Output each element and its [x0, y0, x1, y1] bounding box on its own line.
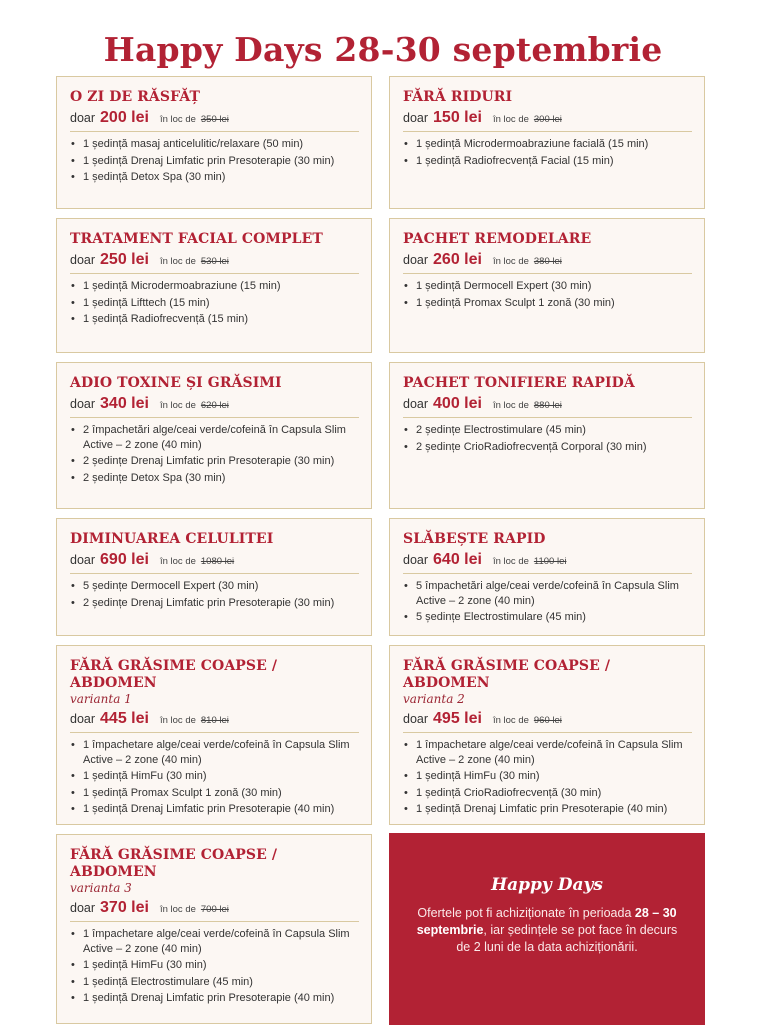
list-item [403, 423, 692, 438]
package-card-pachet-tonifiere-rapida [389, 362, 705, 509]
bullet-icon: • [71, 424, 75, 436]
bullet-icon: • [404, 739, 408, 751]
price-prefix: doar [70, 253, 96, 267]
item-text: 1 ședință HimFu (30 min) [83, 959, 207, 971]
bullet-icon: • [404, 280, 408, 292]
price-value: 495 lei [433, 710, 482, 727]
item-text: 1 ședință Drenaj Limfatic prin Presoterapie (40 min) [83, 803, 335, 815]
package-title: PACHET TONIFIERE RAPIDĂ [403, 375, 635, 391]
bullet-icon: • [71, 471, 75, 484]
list-item [70, 958, 359, 973]
compare-prefix: în loc de [159, 256, 196, 267]
bullet-icon: • [404, 440, 408, 453]
compare-prefix: în loc de [159, 715, 196, 726]
bullet-icon: • [404, 786, 408, 799]
price-prefix: doar [70, 901, 96, 915]
package-title: TRATAMENT FACIAL COMPLET [70, 231, 323, 247]
list-item [403, 802, 692, 817]
list-item [70, 170, 359, 185]
item-text: 2 ședințe Drenaj Limfatic prin Presoterapie (30 min) [83, 455, 335, 467]
price-line [70, 551, 359, 574]
item-text: 2 ședințe Drenaj Limfatic prin Presoterapie (30 min) [83, 596, 335, 609]
old-price: 1100 lei [533, 556, 567, 567]
bullet-icon: • [71, 975, 75, 988]
price-line [70, 899, 359, 922]
package-items [70, 579, 359, 610]
bullet-icon: • [404, 296, 408, 309]
bullet-icon: • [71, 770, 75, 782]
item-text: 1 ședință Dermocell Expert (30 min) [416, 280, 592, 292]
bullet-icon: • [404, 770, 408, 782]
old-price: 810 lei [200, 715, 229, 726]
promo-text [389, 905, 705, 956]
old-price: 700 lei [200, 904, 229, 915]
bullet-icon: • [71, 171, 75, 183]
list-item [403, 137, 692, 152]
bullet-icon: • [71, 313, 75, 325]
price-value: 640 lei [433, 551, 482, 568]
item-text: 2 ședințe CrioRadiofrecvență Corporal (30 min) [416, 440, 647, 453]
bullet-icon: • [404, 154, 408, 167]
price-line [403, 395, 692, 418]
list-item [403, 296, 692, 311]
price-prefix: doar [403, 553, 429, 567]
bullet-icon: • [71, 154, 75, 167]
compare-prefix: în loc de [159, 400, 196, 411]
package-title: FĂRĂ GRĂSIME COAPSE / ABDOMEN [403, 658, 611, 691]
item-text: 5 împachetări alge/ceai verde/cofeină în Capsula Slim Active – 2 zone (40 min) [416, 580, 679, 607]
price-prefix: doar [70, 111, 96, 125]
page-title: Happy Days 28-30 septembrie [103, 30, 663, 69]
package-title: FĂRĂ RIDURI [403, 89, 513, 105]
list-item [70, 975, 359, 990]
item-text: 2 ședințe Detox Spa (30 min) [83, 471, 226, 484]
list-item [403, 154, 692, 169]
bullet-icon: • [71, 739, 75, 751]
list-item [403, 279, 692, 294]
item-text: 1 ședință CrioRadiofrecvență (30 min) [416, 786, 602, 799]
price-prefix: doar [403, 253, 429, 267]
item-text: 1 ședință Detox Spa (30 min) [83, 171, 226, 183]
package-items [70, 738, 359, 817]
list-item [70, 596, 359, 611]
item-text: 2 împachetări alge/ceai verde/cofeină în Capsula Slim Active – 2 zone (40 min) [83, 424, 346, 451]
item-text: 1 împachetare alge/ceai verde/cofeină în Capsula Slim Active – 2 zone (40 min) [83, 739, 350, 766]
old-price: 960 lei [533, 715, 562, 726]
old-price: 380 lei [533, 256, 562, 267]
package-card-fara-grasime-varianta-1 [56, 645, 372, 825]
bullet-icon: • [71, 138, 75, 150]
price-line [70, 251, 359, 274]
package-card-adio-toxine [56, 362, 372, 509]
list-item [403, 610, 692, 625]
list-item [70, 137, 359, 152]
item-text: 1 ședință Drenaj Limfatic prin Presoterapie (30 min) [83, 154, 335, 167]
price-line [403, 551, 692, 574]
old-price: 300 lei [533, 114, 562, 125]
list-item [70, 927, 359, 956]
list-item [403, 769, 692, 784]
package-title: ADIO TOXINE ȘI GRĂSIMI [70, 375, 282, 391]
package-card-fara-grasime-varianta-3 [56, 834, 372, 1024]
compare-prefix: în loc de [492, 400, 529, 411]
package-card-tratament-facial-complet [56, 218, 372, 353]
package-card-pachet-remodelare [389, 218, 705, 353]
bullet-icon: • [71, 455, 75, 467]
package-title: FĂRĂ GRĂSIME COAPSE / ABDOMEN [70, 658, 278, 691]
bullet-icon: • [71, 803, 75, 815]
item-text: 1 împachetare alge/ceai verde/cofeină în Capsula Slim Active – 2 zone (40 min) [416, 739, 683, 766]
package-title: O ZI DE RĂSFĂȚ [70, 89, 201, 105]
item-text: 1 ședință Radiofrecvență (15 min) [83, 313, 249, 325]
item-text: 5 ședințe Dermocell Expert (30 min) [83, 580, 259, 592]
item-text: 1 ședință Drenaj Limfatic prin Presoterapie (40 min) [83, 992, 335, 1004]
compare-prefix: în loc de [159, 904, 196, 915]
package-card-fara-grasime-varianta-2 [389, 645, 705, 825]
package-title: DIMINUAREA CELULITEI [70, 531, 274, 547]
promo-text-before: Ofertele pot fi achiziționate în perioada [417, 906, 632, 920]
list-item [70, 296, 359, 311]
compare-prefix: în loc de [492, 715, 529, 726]
item-text: 1 împachetare alge/ceai verde/cofeină în Capsula Slim Active – 2 zone (40 min) [83, 928, 350, 955]
price-prefix: doar [70, 397, 96, 411]
item-text: 1 ședință Radiofrecvență Facial (15 min) [416, 154, 614, 167]
package-card-slabeste-rapid [389, 518, 705, 636]
bullet-icon: • [71, 296, 75, 309]
list-item [70, 154, 359, 169]
package-card-o-zi-de-rasfat [56, 76, 372, 209]
old-price: 880 lei [533, 400, 562, 411]
package-card-diminuarea-celulitei [56, 518, 372, 636]
compare-prefix: în loc de [492, 256, 529, 267]
list-item [70, 312, 359, 327]
price-value: 340 lei [100, 395, 149, 412]
package-items [70, 279, 359, 327]
list-item [70, 738, 359, 767]
package-items [403, 279, 692, 310]
package-card-fara-riduri [389, 76, 705, 209]
item-text: 1 ședință Drenaj Limfatic prin Presoterapie (40 min) [416, 803, 668, 815]
package-variant: varianta 2 [403, 692, 465, 706]
bullet-icon: • [71, 280, 75, 292]
price-line [70, 395, 359, 418]
price-line [403, 109, 692, 132]
price-value: 370 lei [100, 899, 149, 916]
old-price: 350 lei [200, 114, 229, 125]
package-items [403, 738, 692, 817]
list-item [403, 738, 692, 767]
old-price: 530 lei [200, 256, 229, 267]
list-item [70, 279, 359, 294]
package-items [403, 137, 692, 168]
list-item [70, 454, 359, 469]
list-item [70, 786, 359, 801]
package-items [403, 579, 692, 625]
package-items [70, 137, 359, 185]
item-text: 1 ședință HimFu (30 min) [83, 770, 207, 782]
price-value: 445 lei [100, 710, 149, 727]
item-text: 1 ședință HimFu (30 min) [416, 770, 540, 782]
compare-prefix: în loc de [492, 556, 529, 567]
bullet-icon: • [71, 992, 75, 1004]
promo-box [389, 833, 705, 1025]
promo-title: Happy Days [491, 875, 603, 895]
bullet-icon: • [404, 611, 408, 623]
compare-prefix: în loc de [492, 114, 529, 125]
price-line [403, 251, 692, 274]
item-text: 1 ședință Promax Sculpt 1 zonă (30 min) [416, 296, 615, 309]
compare-prefix: în loc de [159, 556, 196, 567]
promo-text-after: , iar ședințele se pot face în decurs de 2 luni de la data achiziționării. [456, 923, 678, 954]
item-text: 1 ședință Electrostimulare (45 min) [83, 975, 253, 988]
package-variant: varianta 3 [70, 881, 132, 895]
package-variant: varianta 1 [70, 692, 132, 706]
bullet-icon: • [71, 596, 75, 609]
list-item [403, 786, 692, 801]
bullet-icon: • [71, 580, 75, 592]
price-value: 400 lei [433, 395, 482, 412]
package-title: PACHET REMODELARE [403, 231, 592, 247]
list-item [70, 423, 359, 452]
bullet-icon: • [404, 803, 408, 815]
price-value: 200 lei [100, 109, 149, 126]
list-item [70, 991, 359, 1006]
package-title: SLĂBEȘTE RAPID [403, 531, 546, 547]
price-prefix: doar [403, 111, 429, 125]
item-text: 2 ședințe Electrostimulare (45 min) [416, 424, 586, 436]
item-text: 5 ședințe Electrostimulare (45 min) [416, 611, 586, 623]
old-price: 620 lei [200, 400, 229, 411]
price-line [70, 109, 359, 132]
package-items [70, 423, 359, 485]
price-value: 260 lei [433, 251, 482, 268]
bullet-icon: • [71, 786, 75, 799]
price-prefix: doar [70, 553, 96, 567]
price-prefix: doar [70, 712, 96, 726]
item-text: 1 ședință Promax Sculpt 1 zonă (30 min) [83, 786, 282, 799]
bullet-icon: • [404, 138, 408, 150]
item-text: 1 ședință Lifttech (15 min) [83, 296, 210, 309]
bullet-icon: • [71, 928, 75, 940]
list-item [70, 471, 359, 486]
item-text: 1 ședință masaj anticelulitic/relaxare (50 min) [83, 138, 304, 150]
bullet-icon: • [404, 580, 408, 592]
list-item [403, 440, 692, 455]
item-text: 1 ședință Microdermoabraziune facială (15 min) [416, 138, 649, 150]
list-item [403, 579, 692, 608]
price-value: 690 lei [100, 551, 149, 568]
list-item [70, 802, 359, 817]
list-item [70, 579, 359, 594]
price-line [70, 710, 359, 733]
bullet-icon: • [71, 959, 75, 971]
price-prefix: doar [403, 712, 429, 726]
package-items [403, 423, 692, 454]
price-prefix: doar [403, 397, 429, 411]
price-line [403, 710, 692, 733]
package-items [70, 927, 359, 1006]
price-value: 150 lei [433, 109, 482, 126]
list-item [70, 769, 359, 784]
price-value: 250 lei [100, 251, 149, 268]
compare-prefix: în loc de [159, 114, 196, 125]
old-price: 1080 lei [200, 556, 235, 567]
promo-dates: 28 – 30 septembrie [416, 906, 677, 937]
package-title: FĂRĂ GRĂSIME COAPSE / ABDOMEN [70, 847, 278, 880]
bullet-icon: • [404, 424, 408, 436]
item-text: 1 ședință Microdermoabraziune (15 min) [83, 280, 281, 292]
